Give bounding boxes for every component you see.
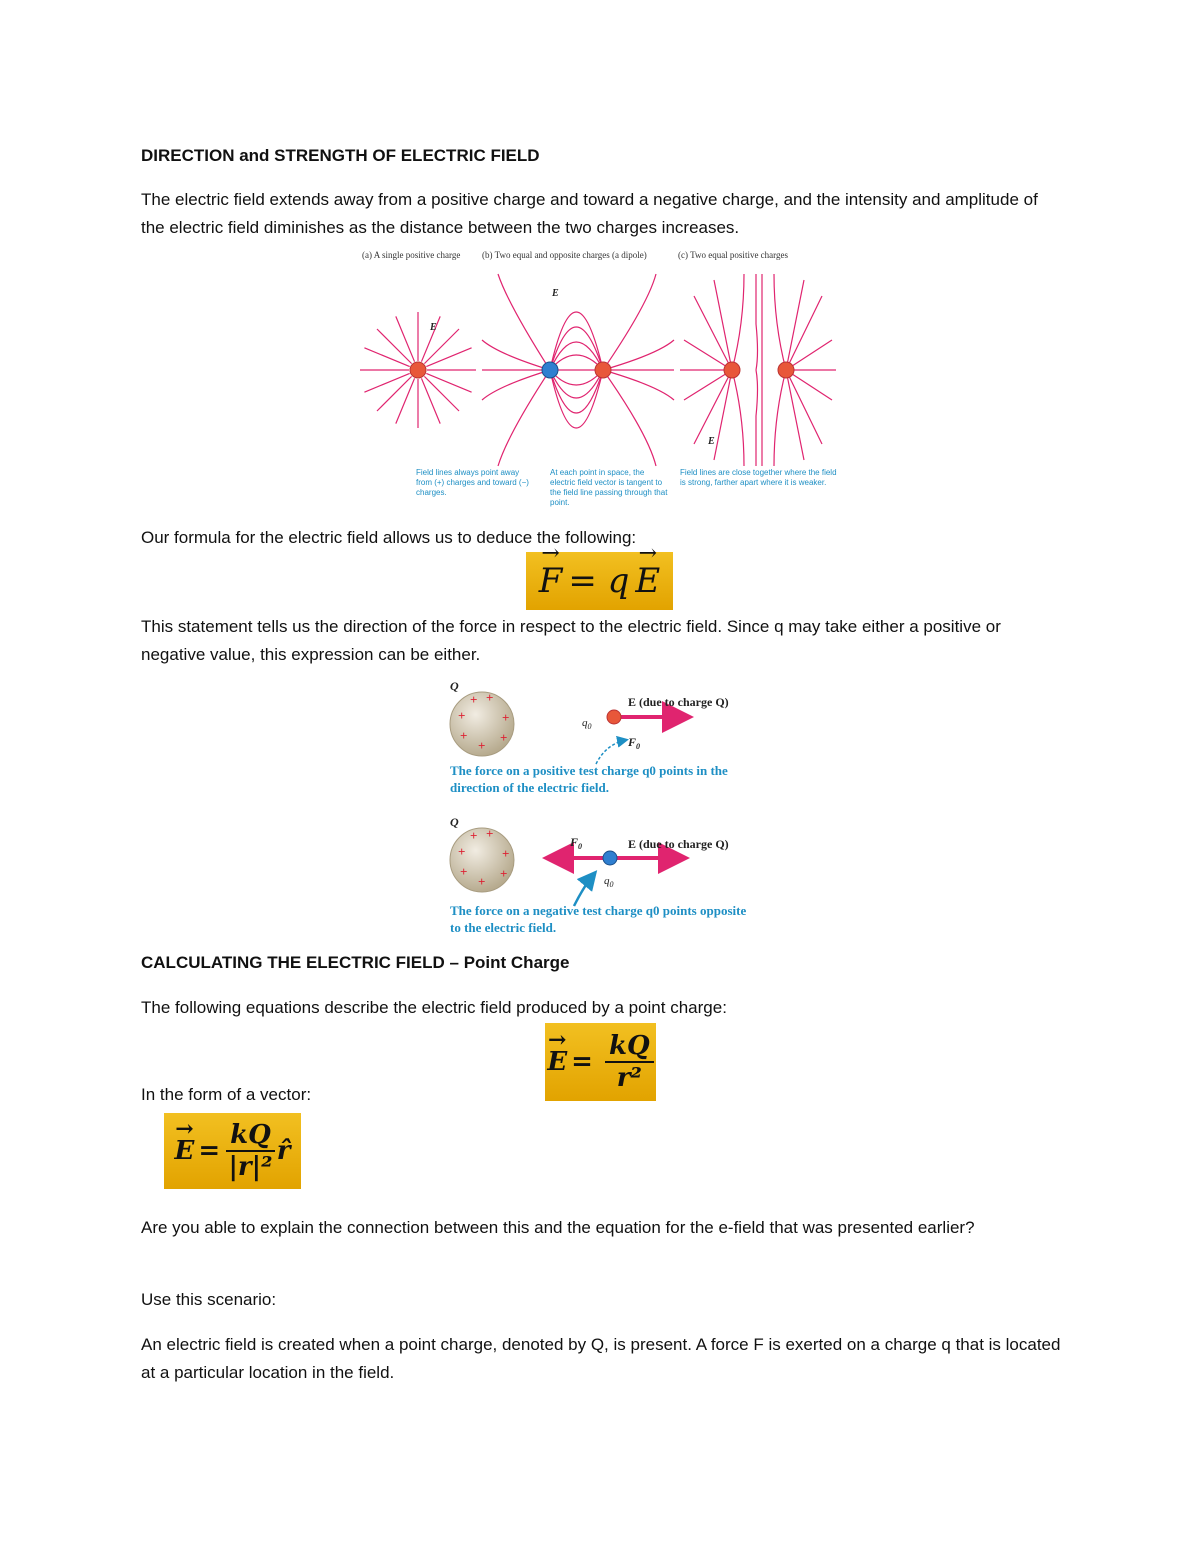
- svg-text:+: +: [502, 710, 510, 725]
- f0-label-bottom: $F_0$: [570, 835, 583, 851]
- eq2-field-symbol: → E: [547, 1047, 567, 1077]
- intro-paragraph: The electric field extends away from a positive charge and toward a negative charge, and the intensity and amplitude of the electric field diminishes as the distance between the two charges increases.: [141, 190, 1038, 237]
- eq3-denominator: |r|²: [228, 1152, 273, 1182]
- f0-label-top: $F_0$: [628, 735, 641, 751]
- e-vector-label-a: E: [430, 322, 437, 333]
- svg-text:+: +: [470, 828, 478, 843]
- eq1-force-symbol: → F: [539, 561, 563, 601]
- radial-field-line: [396, 316, 415, 361]
- svg-text:+: +: [500, 866, 508, 881]
- negative-charge-b: [542, 362, 558, 378]
- positive-charge-c1: [724, 362, 740, 378]
- positive-charge-b: [595, 362, 611, 378]
- eq1-middle: = q: [568, 561, 630, 601]
- radial-field-line: [424, 329, 459, 364]
- svg-text:+: +: [486, 826, 494, 841]
- eq3-fraction: [226, 1120, 275, 1182]
- connection-question: Are you able to explain the connection between this and the equation for the e-field that was presented earlier?: [141, 1218, 975, 1237]
- svg-text:+: +: [502, 846, 510, 861]
- eq2-denominator: r²: [616, 1063, 642, 1093]
- radial-field-line: [426, 348, 471, 367]
- positive-charge-c2: [778, 362, 794, 378]
- eq3-equals: =: [198, 1136, 221, 1166]
- radial-field-line: [396, 378, 415, 423]
- panel-b-label: (b) Two equal and opposite charges (a dipole): [482, 250, 647, 260]
- eq3-unit-vector: r̂: [276, 1136, 291, 1166]
- radial-field-line: [421, 378, 440, 423]
- figure1-caption-1: Field lines always point away from (+) charges and toward (−) charges.: [416, 468, 529, 497]
- figure1-caption-3: Field lines are close together where the field is strong, farther apart where it is weaker.: [680, 468, 837, 487]
- e-vector-label-b: E: [552, 288, 559, 299]
- scenario-label: Use this scenario:: [141, 1290, 277, 1309]
- test-charge-figure: [446, 678, 766, 940]
- svg-text:+: +: [460, 864, 468, 879]
- svg-text:+: +: [458, 708, 466, 723]
- q0-label-bottom: $q_0$: [604, 875, 614, 889]
- positive-charge-a: [410, 362, 426, 378]
- figure1-caption-2: At each point in space, the electric field vector is tangent to the field line passing through that point.: [550, 468, 668, 507]
- like-charges-field-lines: [680, 274, 836, 466]
- section-heading-direction: DIRECTION and STRENGTH OF ELECTRIC FIELD: [141, 146, 540, 165]
- e-vector-label-c: E: [708, 436, 715, 447]
- panel-a-label: (a) A single positive charge: [362, 250, 461, 260]
- eq1-field-symbol: → E: [635, 561, 660, 601]
- radial-field-line: [426, 373, 471, 392]
- svg-text:+: +: [458, 844, 466, 859]
- panel-c-label: (c) Two equal positive charges: [678, 250, 789, 260]
- eq2-numerator: kQ: [605, 1031, 654, 1063]
- radial-field-line: [377, 376, 412, 411]
- equation-force: [526, 552, 673, 610]
- equation-field-vector: [164, 1113, 301, 1189]
- eq3-numerator: kQ: [226, 1120, 275, 1152]
- svg-text:+: +: [486, 690, 494, 705]
- radial-field-line: [364, 348, 409, 367]
- scenario-paragraph: An electric field is created when a point charge, denoted by Q, is present. A force F is exerted on a charge q that is located at a particular location in the field.: [141, 1335, 1061, 1382]
- e-due-label-bottom: E (due to charge Q): [628, 837, 729, 851]
- q-label-bottom: Q: [450, 815, 459, 829]
- svg-text:+: +: [478, 874, 486, 889]
- e-due-label-top: E (due to charge Q): [628, 695, 729, 709]
- caption-negative-test-charge: The force on a negative test charge q0 points opposite to the electric field.: [450, 903, 747, 935]
- eq2-equals: =: [571, 1047, 593, 1077]
- vector-form-label: In the form of a vector:: [141, 1085, 312, 1104]
- field-lines-figure: [358, 244, 843, 516]
- positive-test-charge: [607, 710, 621, 724]
- svg-text:+: +: [500, 730, 508, 745]
- svg-text:+: +: [460, 728, 468, 743]
- pointer-arrow-top: [596, 740, 626, 764]
- force-direction-paragraph: This statement tells us the direction of the force in respect to the electric field. Since q may take either a positive or negative value, this expression can be either.: [141, 617, 1001, 664]
- eq3-field-symbol: → E: [175, 1136, 195, 1166]
- svg-text:+: +: [478, 738, 486, 753]
- point-charge-description: The following equations describe the electric field produced by a point charge:: [141, 998, 727, 1017]
- section-heading-calculating: CALCULATING THE ELECTRIC FIELD – Point Charge: [141, 953, 570, 972]
- radial-field-line: [424, 376, 459, 411]
- formula-intro: Our formula for the electric field allows us to deduce the following:: [141, 528, 637, 547]
- q0-label-top: $q_0$: [582, 717, 592, 731]
- dipole-field-lines: [482, 274, 674, 466]
- radial-field-line: [377, 329, 412, 364]
- radial-field-line: [364, 373, 409, 392]
- negative-test-charge: [603, 851, 617, 865]
- q-label-top: Q: [450, 679, 459, 693]
- caption-positive-test-charge: The force on a positive test charge q0 points in the direction of the electric field.: [450, 763, 728, 795]
- svg-text:+: +: [470, 692, 478, 707]
